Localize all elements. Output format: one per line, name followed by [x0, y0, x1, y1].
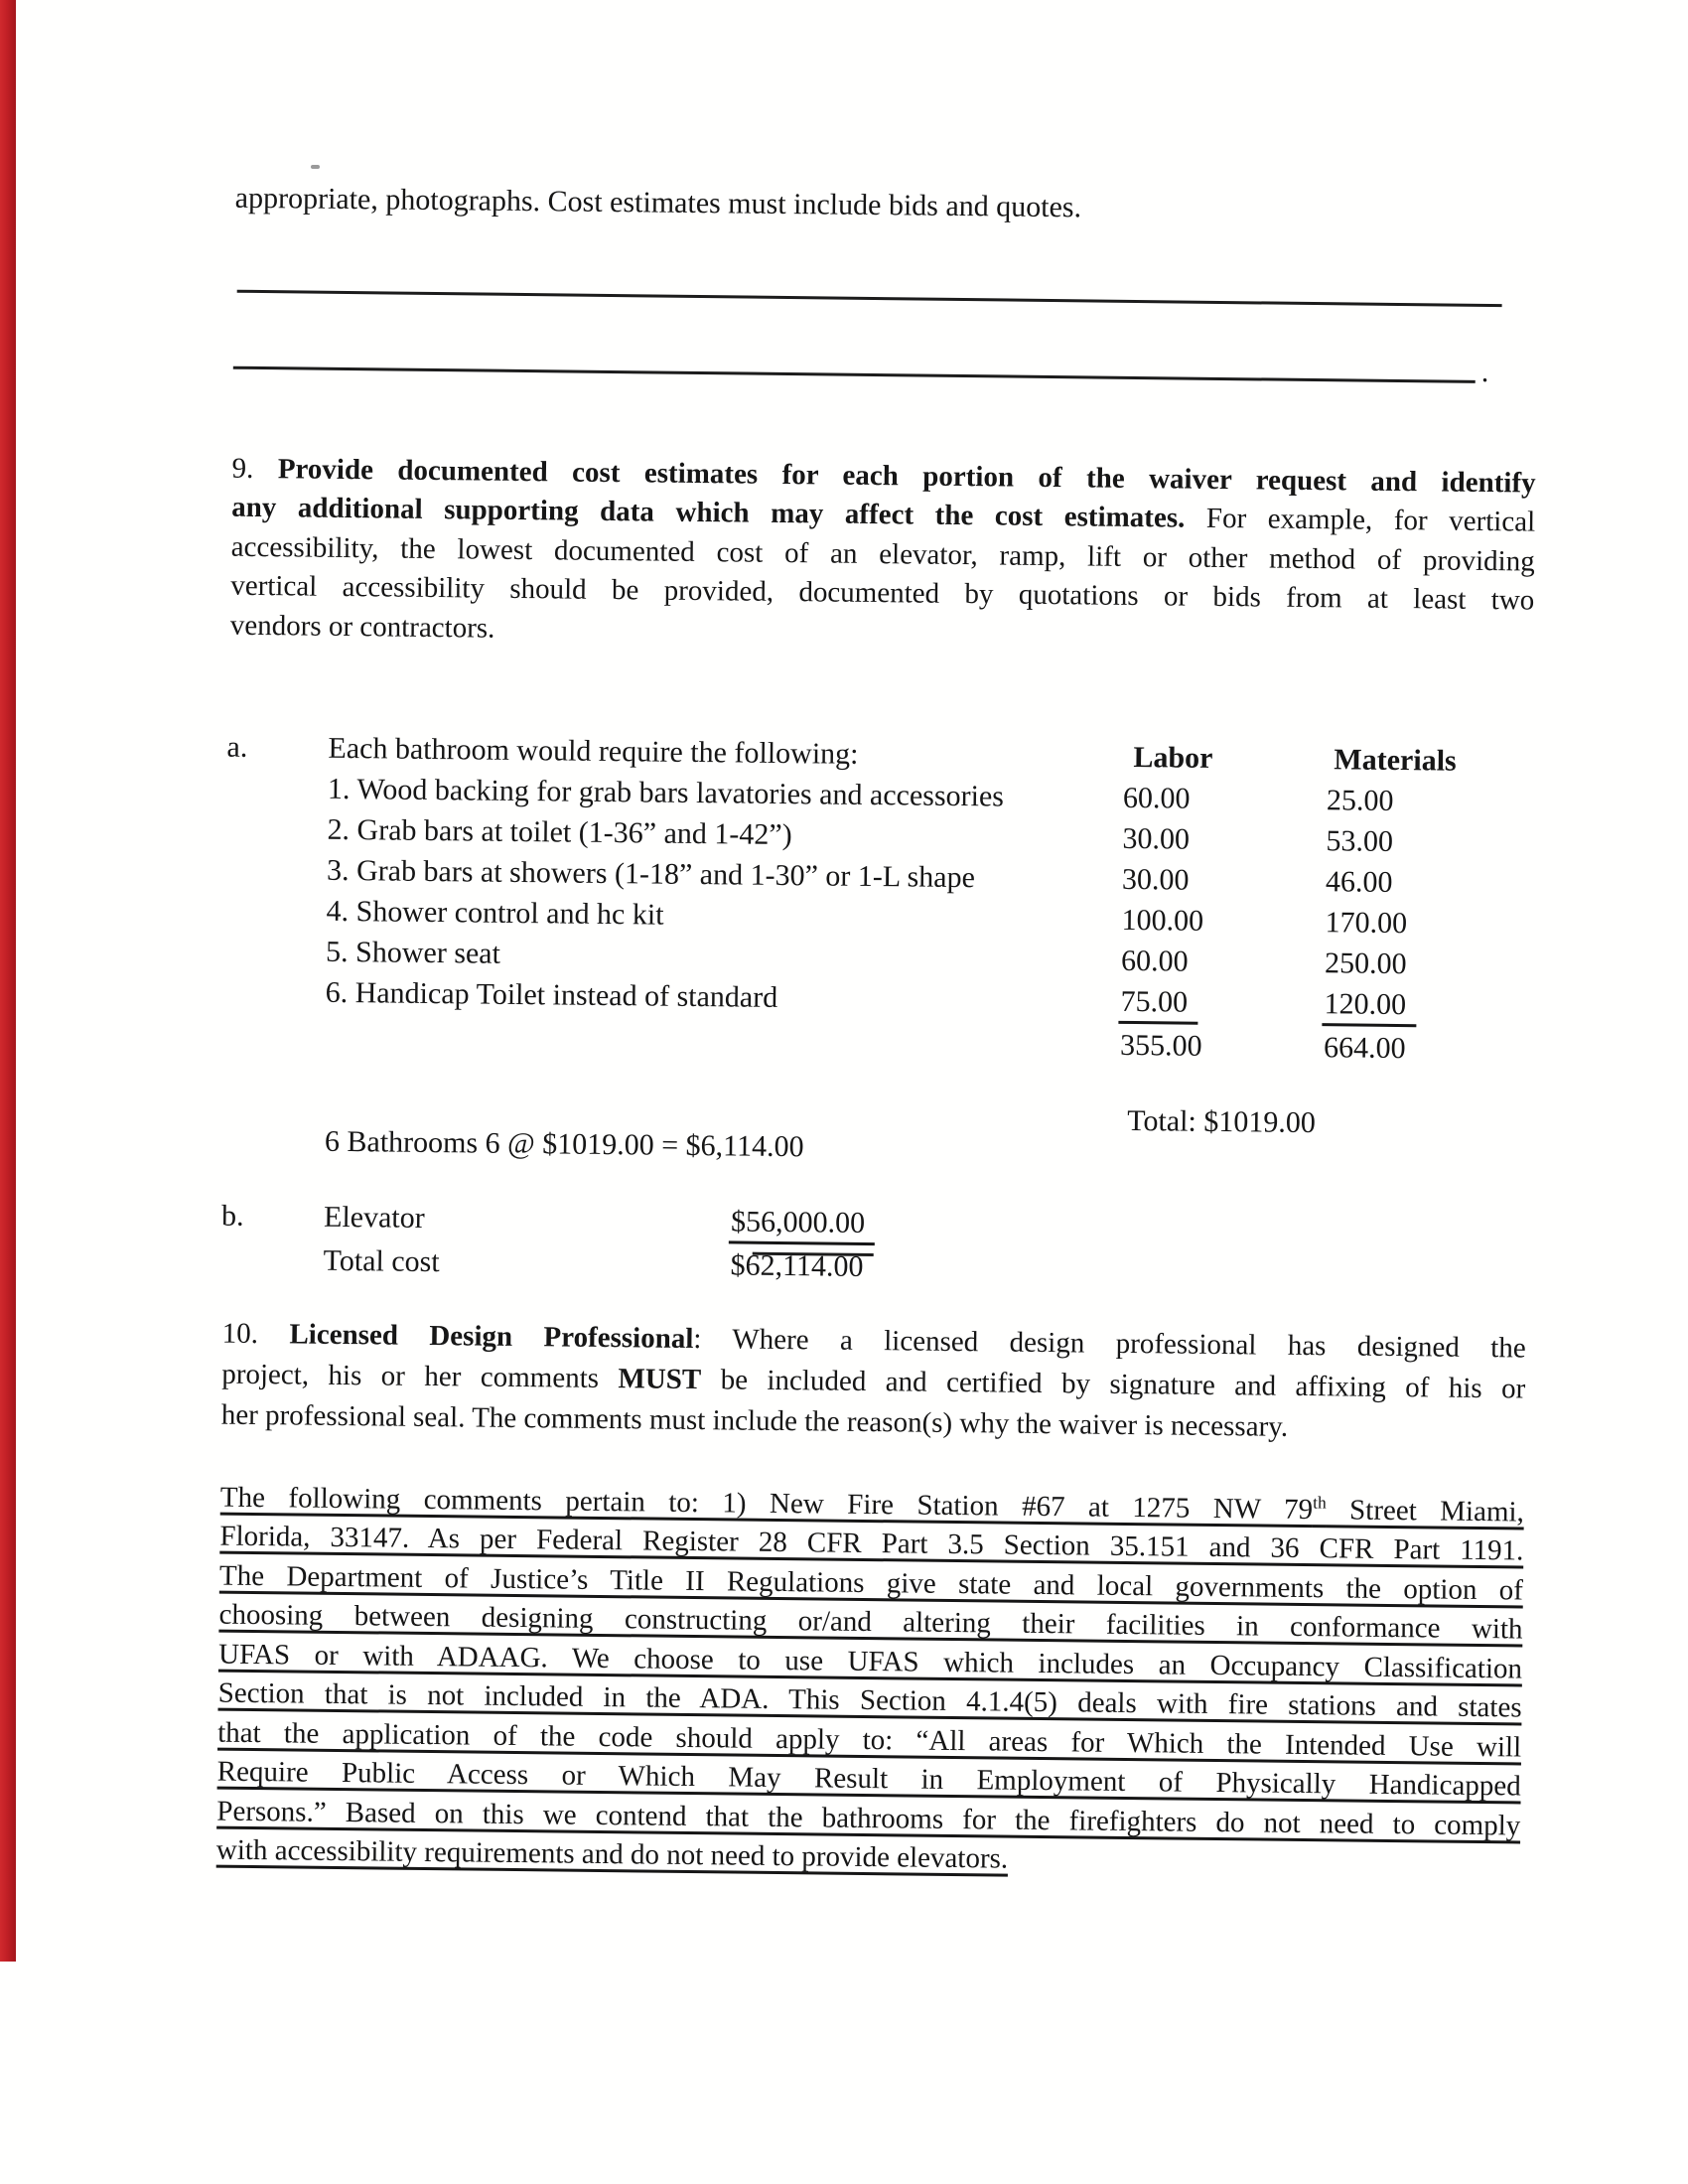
labor-sum: 355.00	[1119, 1028, 1202, 1063]
labor-value: 60.00	[1122, 781, 1191, 815]
list-marker-b: b.	[220, 1199, 244, 1233]
section10-line1	[222, 1317, 1526, 1366]
section10-line2	[221, 1358, 1525, 1406]
item-label: 5. Shower seat	[325, 935, 501, 970]
section9-line4: vertical accessibility should be provided, documented by quotations or bids from at least two	[230, 569, 1535, 617]
comments-line7: that the application of the code should apply to: “All areas for Which the Intended Use will	[217, 1716, 1522, 1764]
comments-line6: Section that is not included in the ADA. This Section 4.1.4(5) deals with fire stations and states	[217, 1676, 1522, 1724]
comments-line4: choosing between designing constructing or/and altering their facilities in conformance with	[218, 1598, 1523, 1646]
section9-bold-text: Provide documented cost estimates for each portion of the waiver request and identify	[277, 453, 1536, 500]
blank-answer-line-1	[237, 290, 1502, 307]
comments-text: The following comments pertain to: 1) New Fire Station #67 at 1275 NW 79	[219, 1481, 1314, 1527]
item-label: 1. Wood backing for grab bars lavatories and accessories	[327, 772, 1005, 813]
comments-line9: Persons.” Based on this we contend that the bathrooms for the firefighters do not need to comply	[216, 1795, 1521, 1842]
item-label: 4. Shower control and hc kit	[326, 894, 664, 932]
item-label: 3. Grab bars at showers (1-18” and 1-30” or 1-L shape	[326, 853, 976, 895]
ordinal-superscript: th	[1313, 1492, 1327, 1513]
labor-value: 30.00	[1122, 821, 1191, 856]
labor-value: 30.00	[1121, 862, 1190, 897]
column-header-labor: Labor	[1133, 740, 1213, 775]
total-cost-label: Total cost	[323, 1243, 440, 1279]
section10-bold-title: Licensed Design Professional	[289, 1318, 694, 1356]
materials-value-underlined: 120.00	[1322, 987, 1416, 1027]
labor-value-underlined: 75.00	[1118, 985, 1197, 1025]
item-label: 6. Handicap Toilet instead of standard	[325, 975, 778, 1014]
materials-value: 250.00	[1324, 946, 1407, 981]
section9-number: 9.	[231, 452, 278, 486]
section9-regular-text: For example, for vertical	[1185, 502, 1536, 538]
labor-value: 60.00	[1120, 944, 1189, 978]
section10-text: project, his or her comments	[221, 1358, 619, 1395]
item-label: 2. Grab bars at toilet (1-36” and 1-42”)	[327, 812, 792, 852]
comments-line2: Florida, 33147. As per Federal Register 28 CFR Part 3.5 Section 35.151 and 36 CFR Part 1191.	[219, 1520, 1524, 1567]
list-marker-a: a.	[226, 730, 248, 764]
materials-value: 25.00	[1326, 784, 1394, 817]
section10-regular-text: : Where a licensed design professional has designed the	[693, 1323, 1526, 1365]
comments-line5: UFAS or with ADAAG. We choose to use UFAS which includes an Occupancy Classification	[217, 1638, 1523, 1685]
bathrooms-intro: Each bathroom would require the following:	[328, 731, 859, 771]
materials-value: 46.00	[1325, 865, 1393, 899]
blank-answer-line-2	[233, 366, 1476, 383]
section10-text-2: be included and certified by signature and affixing of his or	[701, 1364, 1526, 1405]
section9-line3: accessibility, the lowest documented cost of an elevator, ramp, lift or other method of providing	[230, 530, 1535, 578]
materials-sum: 664.00	[1323, 1031, 1406, 1066]
comments-line10: with accessibility requirements and do not need to provide elevators.	[215, 1833, 1009, 1875]
labor-value: 100.00	[1121, 903, 1204, 938]
materials-value: 53.00	[1326, 824, 1394, 858]
comments-line3: The Department of Justice’s Title II Regulations give state and local governments the option of	[218, 1559, 1524, 1607]
elevator-label: Elevator	[323, 1200, 425, 1235]
trailing-period: .	[1480, 355, 1489, 389]
section9-line5: vendors or contractors.	[229, 609, 495, 645]
comments-text-2: Street Miami,	[1326, 1494, 1525, 1529]
elevator-cost-underlined: $56,000.00	[731, 1205, 875, 1245]
comments-line8: Require Public Access or Which May Result in Employment of Physically Handicapped	[216, 1755, 1521, 1803]
column-header-materials: Materials	[1334, 743, 1457, 778]
total-cost-value: $62,114.00	[730, 1248, 864, 1283]
must-bold: MUST	[618, 1363, 702, 1396]
section9-bold-text-2: any additional supporting data which may affect the cost estimates.	[231, 491, 1186, 534]
bathroom-total: Total: $1019.00	[1127, 1103, 1317, 1140]
intro-line: appropriate, photographs. Cost estimates must include bids and quotes.	[234, 181, 1082, 224]
section10-number: 10.	[221, 1317, 290, 1351]
section10-line3: her professional seal. The comments must include the reason(s) why the waiver is necessary.	[220, 1398, 1289, 1443]
bathrooms-multiplied-total: 6 Bathrooms 6 @ $1019.00 = $6,114.00	[324, 1124, 804, 1164]
materials-value: 170.00	[1325, 906, 1408, 941]
